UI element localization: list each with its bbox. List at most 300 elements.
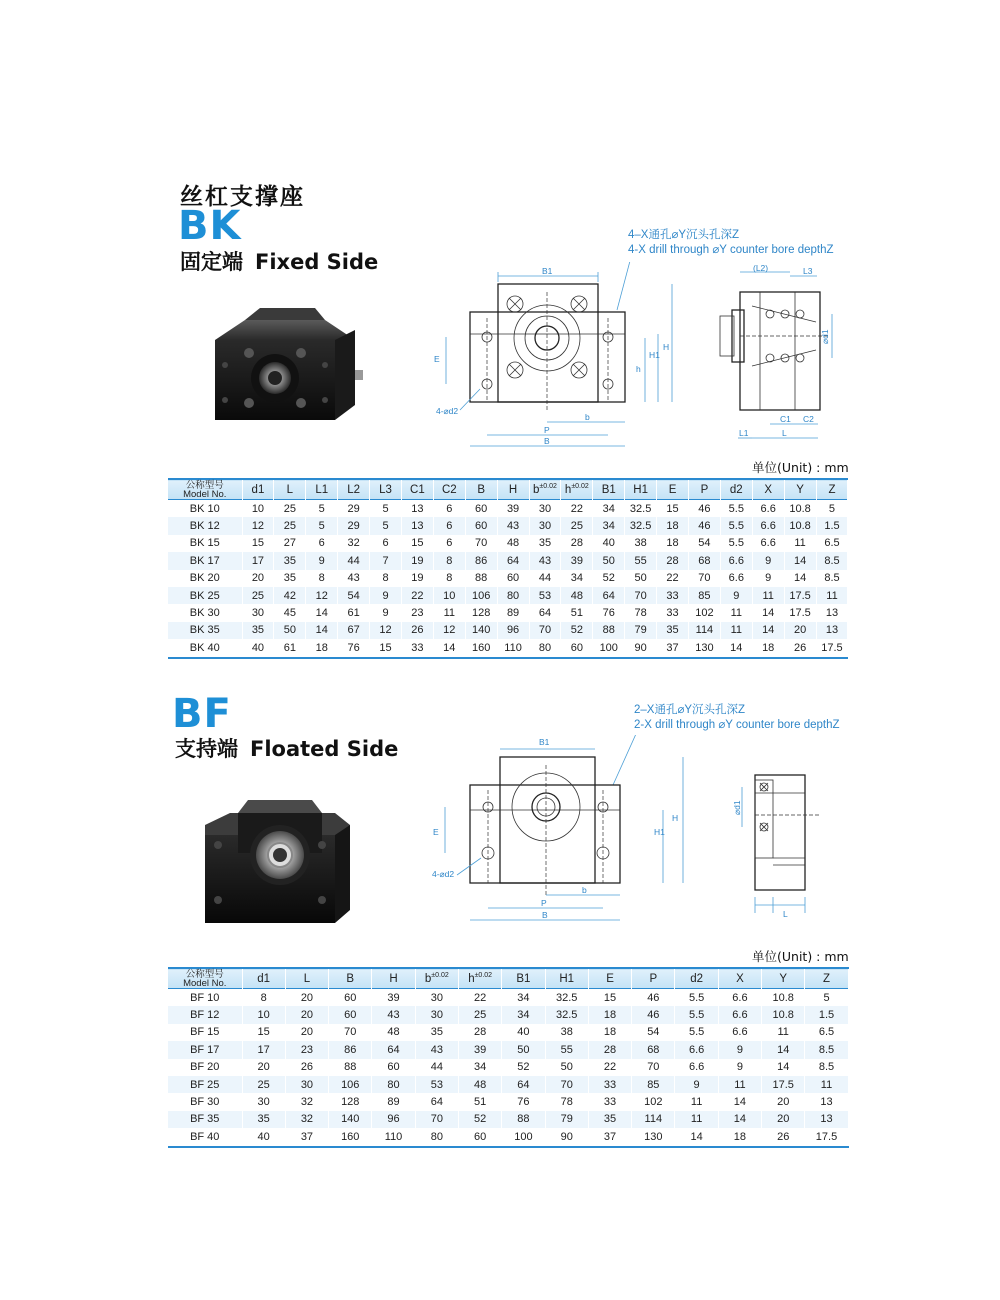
value-cell: 1.5 [816,517,848,534]
value-cell: 44 [415,1059,458,1076]
value-cell: 25 [274,517,306,534]
table-row [168,1076,848,1093]
value-cell: 20 [762,1093,805,1110]
value-cell: 14 [720,639,752,657]
value-cell: 18 [657,535,689,552]
column-header: d1 [242,968,285,989]
value-cell: 32.5 [625,517,657,534]
value-cell: 9 [752,552,784,569]
value-cell: 35 [529,535,561,552]
value-cell: 70 [632,1059,675,1076]
value-cell: 9 [675,1076,718,1093]
bk-subtitle-cn: 固定端 [180,250,243,274]
value-cell: 9 [370,604,402,621]
value-cell: 39 [497,500,529,518]
column-header: L2 [338,479,370,500]
bf-unit: 单位(Unit) : mm [752,949,849,964]
column-header: H [372,968,415,989]
value-cell: 35 [657,622,689,639]
value-cell: 80 [415,1128,458,1146]
value-cell: 34 [593,517,625,534]
bf-note [634,703,840,733]
value-cell: 130 [632,1128,675,1146]
value-cell: 128 [465,604,497,621]
bk-dim-l2: (L2) [753,263,769,273]
value-cell: 46 [688,517,720,534]
table-row [168,1041,848,1058]
value-cell: 44 [338,552,370,569]
value-cell: 8.5 [816,552,848,569]
value-cell: 50 [625,570,657,587]
value-cell: 9 [306,552,338,569]
value-cell: 9 [718,1041,761,1058]
value-cell: 37 [588,1128,631,1146]
value-cell: 13 [816,622,848,639]
value-cell: 5.5 [720,535,752,552]
value-cell: 14 [718,1093,761,1110]
value-cell: 18 [718,1128,761,1146]
value-cell: 100 [593,639,625,657]
value-cell: 14 [762,1059,805,1076]
value-cell: 46 [688,500,720,518]
value-cell: 30 [415,1006,458,1023]
value-cell: 10 [242,1006,285,1023]
model-cell: BF 17 [168,1041,242,1058]
value-cell: 106 [329,1076,372,1093]
value-cell: 9 [752,570,784,587]
value-cell: 32 [285,1111,328,1128]
value-cell: 67 [338,622,370,639]
value-cell: 14 [752,622,784,639]
model-header-en: Model No. [183,488,227,500]
value-cell: 10.8 [784,517,816,534]
value-cell: 15 [657,500,689,518]
value-cell: 5.5 [675,1024,718,1041]
value-cell: 43 [372,1006,415,1023]
value-cell: 52 [593,570,625,587]
value-cell: 76 [502,1093,545,1110]
bk-unit: 单位(Unit) : mm [752,460,849,475]
value-cell: 52 [561,622,593,639]
value-cell: 40 [242,1128,285,1146]
value-cell: 88 [593,622,625,639]
value-cell: 15 [588,989,631,1007]
value-cell: 106 [465,587,497,604]
value-cell: 15 [242,535,274,552]
value-cell: 5.5 [720,500,752,518]
value-cell: 6 [433,500,465,518]
value-cell: 64 [502,1076,545,1093]
column-header: Z [805,968,848,989]
column-header: P [688,479,720,500]
value-cell: 6.6 [752,535,784,552]
value-cell: 64 [529,604,561,621]
table-row [168,1024,848,1041]
value-cell: 90 [545,1128,588,1146]
column-header: Y [762,968,805,989]
value-cell: 17 [242,1041,285,1058]
model-cell: BK 25 [168,587,242,604]
value-cell: 50 [593,552,625,569]
value-cell: 8.5 [816,570,848,587]
value-cell: 11 [675,1093,718,1110]
table-row [168,1006,848,1023]
value-cell: 28 [588,1041,631,1058]
value-cell: 8.5 [805,1041,848,1058]
value-cell: 30 [242,1093,285,1110]
model-cell: BF 25 [168,1076,242,1093]
value-cell: 14 [433,639,465,657]
value-cell: 53 [415,1076,458,1093]
value-cell: 43 [529,552,561,569]
model-cell: BF 35 [168,1111,242,1128]
column-header: Y [784,479,816,500]
column-header: $h^{\pm 0.02}$ [458,968,501,989]
value-cell: 6 [433,535,465,552]
value-cell: 11 [816,587,848,604]
bf-note-en: 2-X drill through ⌀Y counter bore depthZ [634,719,840,731]
bf-subtitle-en: Floated Side [250,737,399,761]
bf-dim-p: P [541,898,547,908]
model-cell: BK 30 [168,604,242,621]
value-cell: 17.5 [762,1076,805,1093]
bf-dim-e: E [433,827,439,837]
table-header-row [168,968,848,989]
model-cell: BK 12 [168,517,242,534]
value-cell: 26 [285,1059,328,1076]
value-cell: 11 [752,587,784,604]
bk-dim-d1: ⌀d1 [820,329,830,344]
value-cell: 160 [465,639,497,657]
value-cell: 70 [625,587,657,604]
value-cell: 76 [338,639,370,657]
value-cell: 60 [561,639,593,657]
value-cell: 26 [762,1128,805,1146]
column-header: B1 [593,479,625,500]
value-cell: 13 [805,1093,848,1110]
column-header: H [497,479,529,500]
table-row [168,517,848,534]
value-cell: 53 [529,587,561,604]
value-cell: 28 [458,1024,501,1041]
value-cell: 30 [242,604,274,621]
value-cell: 25 [242,1076,285,1093]
column-header: H1 [545,968,588,989]
value-cell: 20 [784,622,816,639]
value-cell: 28 [657,552,689,569]
column-header: L3 [370,479,402,500]
bf-side-drawing [720,765,830,925]
value-cell: 102 [688,604,720,621]
value-cell: 5 [805,989,848,1007]
value-cell: 60 [465,517,497,534]
value-cell: 88 [502,1111,545,1128]
table-header-row [168,479,848,500]
value-cell: 160 [329,1128,372,1146]
value-cell: 70 [329,1024,372,1041]
value-cell: 35 [242,622,274,639]
model-cell: BK 15 [168,535,242,552]
value-cell: 70 [415,1111,458,1128]
value-cell: 13 [401,500,433,518]
value-cell: 5 [370,500,402,518]
value-cell: 44 [529,570,561,587]
value-cell: 26 [784,639,816,657]
bk-dim-e: E [434,354,440,364]
value-cell: 14 [784,570,816,587]
value-cell: 35 [588,1111,631,1128]
value-cell: 85 [632,1076,675,1093]
value-cell: 64 [372,1041,415,1058]
value-cell: 60 [329,1006,372,1023]
value-cell: 8.5 [805,1059,848,1076]
bf-dim-b1: B1 [539,737,550,747]
value-cell: 14 [675,1128,718,1146]
value-cell: 140 [465,622,497,639]
table-row [168,1128,848,1146]
value-cell: 30 [529,500,561,518]
value-cell: 11 [718,1076,761,1093]
column-header: E [588,968,631,989]
value-cell: 20 [285,1006,328,1023]
value-cell: 7 [370,552,402,569]
table-row [168,989,848,1007]
value-cell: 70 [545,1076,588,1093]
value-cell: 86 [465,552,497,569]
bk-dim-l: L [782,428,787,438]
value-cell: 38 [545,1024,588,1041]
table-row [168,535,848,552]
bf-spec-table [168,967,849,1148]
bk-dim-b: b [585,412,590,422]
column-header: C2 [433,479,465,500]
model-header [168,968,242,989]
column-header: L [274,479,306,500]
value-cell: 70 [688,570,720,587]
bk-dim-l3: L3 [803,266,813,276]
table-row [168,639,848,657]
value-cell: 61 [274,639,306,657]
value-cell: 10 [242,500,274,518]
bk-side-drawing [710,262,850,452]
value-cell: 40 [593,535,625,552]
value-cell: 8 [306,570,338,587]
value-cell: 18 [306,639,338,657]
value-cell: 39 [458,1041,501,1058]
value-cell: 48 [497,535,529,552]
bf-note-cn: 2–X通孔⌀Y沉头孔深Z [634,704,746,716]
value-cell: 30 [285,1076,328,1093]
bf-dim-h1: H1 [654,827,665,837]
value-cell: 37 [285,1128,328,1146]
value-cell: 5.5 [720,517,752,534]
value-cell: 79 [625,622,657,639]
model-cell: BK 17 [168,552,242,569]
value-cell: 23 [285,1041,328,1058]
table-row [168,552,848,569]
value-cell: 32 [285,1093,328,1110]
value-cell: 33 [588,1093,631,1110]
value-cell: 11 [433,604,465,621]
value-cell: 68 [632,1041,675,1058]
value-cell: 6.5 [805,1024,848,1041]
column-header: B [465,479,497,500]
value-cell: 17.5 [816,639,848,657]
bk-dim-c1: C1 [780,414,791,424]
value-cell: 22 [588,1059,631,1076]
value-cell: 14 [718,1111,761,1128]
value-cell: 6.6 [752,500,784,518]
bf-dim-bb: B [542,910,548,920]
value-cell: 20 [285,1024,328,1041]
value-cell: 6.6 [675,1041,718,1058]
bk-dim-b1: B1 [542,266,553,276]
bf-dim-hh: H [672,813,679,823]
model-header [168,479,242,500]
value-cell: 43 [338,570,370,587]
value-cell: 25 [458,1006,501,1023]
value-cell: 23 [401,604,433,621]
bk-dim-h1: H1 [649,350,660,360]
value-cell: 39 [372,989,415,1007]
bf-dim-d2: 4-⌀d2 [432,869,455,879]
value-cell: 33 [657,604,689,621]
value-cell: 6 [370,535,402,552]
value-cell: 50 [274,622,306,639]
bk-dim-p: P [544,425,550,435]
table-row [168,1059,848,1076]
value-cell: 60 [372,1059,415,1076]
bf-code: BF [172,691,232,737]
value-cell: 11 [675,1111,718,1128]
value-cell: 64 [415,1093,458,1110]
value-cell: 20 [242,570,274,587]
value-cell: 20 [762,1111,805,1128]
bf-subtitle-cn: 支持端 [175,737,238,761]
value-cell: 46 [632,989,675,1007]
model-header-en: Model No. [183,977,227,989]
column-header: C1 [401,479,433,500]
column-header: X [718,968,761,989]
value-cell: 102 [632,1093,675,1110]
value-cell: 12 [370,622,402,639]
value-cell: 76 [593,604,625,621]
table-row [168,622,848,639]
value-cell: 33 [588,1076,631,1093]
value-cell: 29 [338,500,370,518]
value-cell: 5 [306,500,338,518]
value-cell: 114 [688,622,720,639]
value-cell: 42 [274,587,306,604]
value-cell: 8 [433,570,465,587]
bk-dim-l1: L1 [739,428,749,438]
bk-spec-table [168,478,848,659]
value-cell: 50 [502,1041,545,1058]
value-cell: 33 [401,639,433,657]
value-cell: 38 [625,535,657,552]
value-cell: 32.5 [545,1006,588,1023]
value-cell: 5.5 [675,989,718,1007]
value-cell: 26 [401,622,433,639]
model-cell: BF 12 [168,1006,242,1023]
value-cell: 51 [458,1093,501,1110]
table-row [168,1111,848,1128]
value-cell: 45 [274,604,306,621]
value-cell: 89 [372,1093,415,1110]
bf-front-drawing [425,735,695,930]
column-header: d1 [242,479,274,500]
value-cell: 80 [497,587,529,604]
value-cell: 70 [465,535,497,552]
bk-dim-hh: H [663,342,670,352]
value-cell: 90 [625,639,657,657]
value-cell: 12 [306,587,338,604]
value-cell: 40 [502,1024,545,1041]
value-cell: 9 [720,587,752,604]
value-cell: 27 [274,535,306,552]
table-row [168,1093,848,1110]
value-cell: 30 [529,517,561,534]
value-cell: 18 [588,1006,631,1023]
value-cell: 114 [632,1111,675,1128]
value-cell: 18 [752,639,784,657]
column-header: E [657,479,689,500]
value-cell: 19 [401,552,433,569]
value-cell: 29 [338,517,370,534]
value-cell: 8 [370,570,402,587]
value-cell: 33 [657,587,689,604]
bf-product-photo [200,795,360,930]
value-cell: 20 [242,1059,285,1076]
value-cell: 78 [625,604,657,621]
value-cell: 14 [762,1041,805,1058]
value-cell: 39 [561,552,593,569]
value-cell: 9 [718,1059,761,1076]
value-cell: 13 [401,517,433,534]
value-cell: 32.5 [625,500,657,518]
model-cell: BF 15 [168,1024,242,1041]
bk-note-en: 4-X drill through ⌀Y counter bore depthZ [628,244,834,256]
value-cell: 110 [372,1128,415,1146]
value-cell: 80 [529,639,561,657]
column-header: B [329,968,372,989]
value-cell: 17.5 [784,587,816,604]
value-cell: 6.6 [718,1024,761,1041]
value-cell: 40 [242,639,274,657]
value-cell: 52 [458,1111,501,1128]
series-title: 丝杠支撑座 [180,184,305,210]
value-cell: 34 [502,989,545,1007]
value-cell: 15 [242,1024,285,1041]
value-cell: 13 [816,604,848,621]
bk-subtitle-en: Fixed Side [255,250,379,274]
value-cell: 10.8 [762,989,805,1007]
model-cell: BK 20 [168,570,242,587]
column-header: L [285,968,328,989]
value-cell: 68 [688,552,720,569]
value-cell: 64 [497,552,529,569]
value-cell: 96 [497,622,529,639]
value-cell: 18 [588,1024,631,1041]
value-cell: 30 [415,989,458,1007]
value-cell: 20 [285,989,328,1007]
value-cell: 15 [370,639,402,657]
value-cell: 17.5 [805,1128,848,1146]
model-header-cn: 公称型号 [185,968,224,980]
value-cell: 96 [372,1111,415,1128]
value-cell: 12 [242,517,274,534]
value-cell: 55 [545,1041,588,1058]
